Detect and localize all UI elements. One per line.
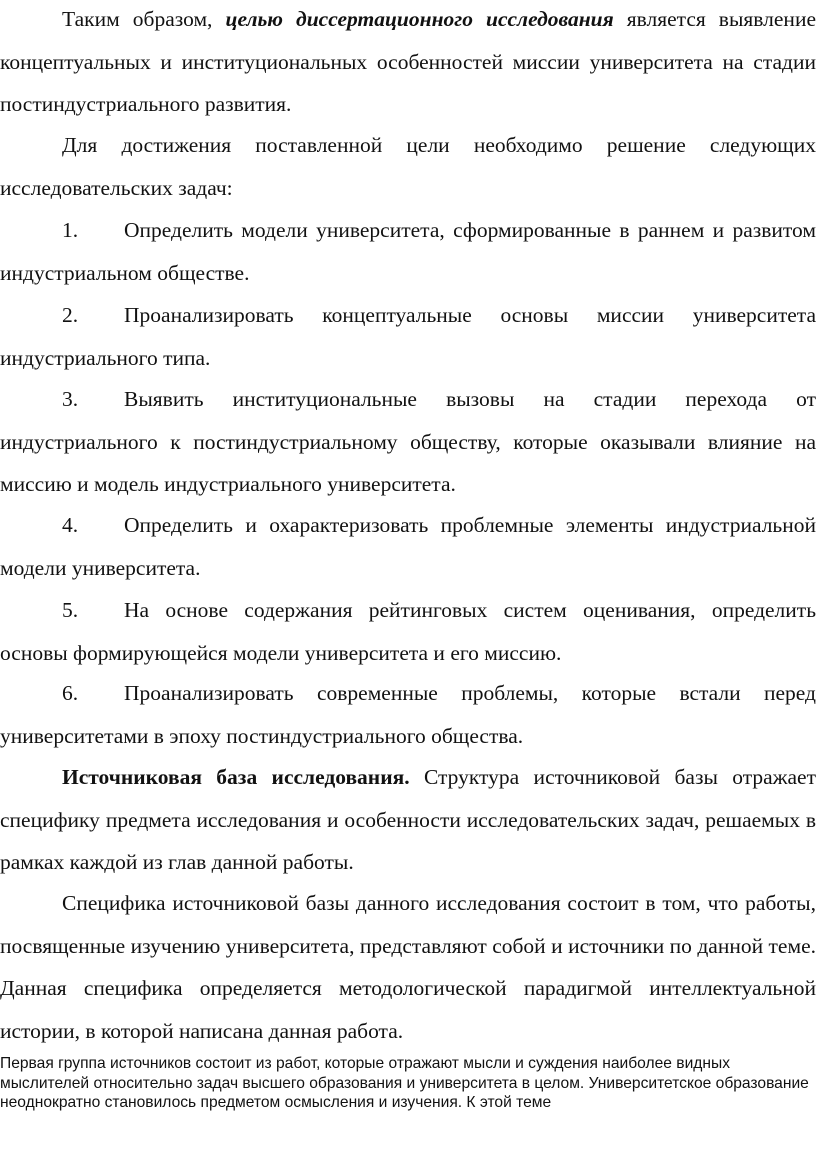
task-text: Определить и охарактеризовать проблемные элементы индустриальной модели университета. (0, 513, 816, 580)
task-item-2 (0, 294, 816, 379)
source-base-heading: Источниковая база исследования. (62, 765, 410, 789)
task-item-6 (0, 672, 816, 757)
task-item-5 (0, 589, 816, 674)
paragraph-goal (0, 0, 816, 126)
task-item-4 (0, 504, 816, 589)
task-item-3 (0, 378, 816, 506)
paragraph-tasks-intro: Для достижения поставленной цели необходимо решение следующих исследовательских задач: (0, 133, 816, 200)
task-item-1 (0, 209, 816, 294)
task-number: 5. (62, 598, 79, 622)
task-text: Проанализировать современные проблемы, которые встали перед университетами в эпоху постиндустриального общества. (0, 681, 816, 748)
paragraph-first-group: Первая группа источников состоит из работ, которые отражают мысли и суждения наиболее видных мыслителей относительно задач высшего образования и университета в целом. Университетское образование неоднократно становилось предметом осмысления и изучения. К этой теме (0, 1055, 809, 1112)
task-number: 3. (62, 387, 79, 411)
task-number: 6. (62, 681, 79, 705)
task-number: 1. (62, 218, 79, 242)
task-text: Проанализировать концептуальные основы миссии университета индустриального типа. (0, 303, 816, 370)
goal-rest: является выявление концептуальных и институциональных особенностей миссии университета на стадии постиндустриального развития. (0, 7, 816, 116)
task-text: Определить модели университета, сформированные в раннем и развитом индустриальном обществе. (0, 218, 816, 285)
goal-emphasis: целью диссертационного исследования (225, 7, 614, 31)
goal-lead: Таким образом, (62, 7, 226, 31)
task-text: Выявить институциональные вызовы на стадии перехода от индустриального к постиндустриальному обществу, которые оказывали влияние на миссию и модель индустриального университета. (0, 387, 816, 496)
task-number: 4. (62, 513, 79, 537)
source-base-text: Структура источниковой базы отражает специфику предмета исследования и особенности исследовательских задач, решаемых в рамках каждой из глав данной работы. (0, 765, 816, 874)
paragraph-source-specifics: Специфика источниковой базы данного исследования состоит в том, что работы, посвященные изучению университета, представляют собой и источники по данной теме. Данная специфика определяется методологической парадигмой интеллектуальной истории, в которой написана данная работа. (0, 891, 816, 1043)
paragraph-source-base (0, 756, 816, 884)
task-text: На основе содержания рейтинговых систем оценивания, определить основы формирующейся модели университета и его миссию. (0, 598, 816, 665)
task-number: 2. (62, 303, 79, 327)
